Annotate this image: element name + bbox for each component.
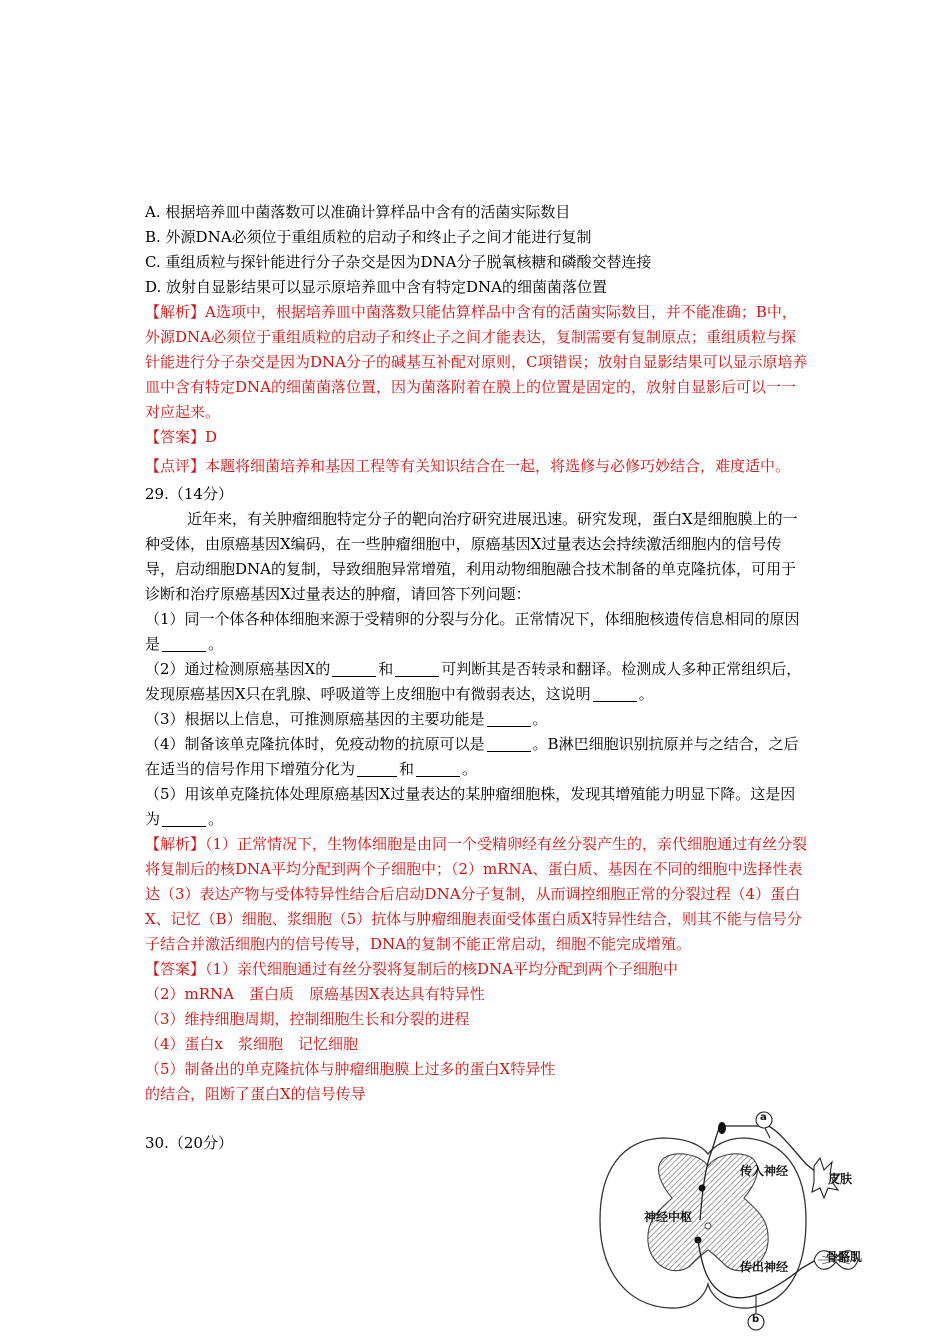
q29-part5: （5）用该单克隆抗体处理原癌基因X过量表达的某肿瘤细胞株，发现其增殖能力明显下降。这是因为 。	[145, 785, 796, 828]
answer-blank[interactable]	[357, 760, 397, 777]
skin-label: 皮肤	[828, 1172, 853, 1186]
q29-answer-4: （4）蛋白x 浆细胞 记忆细胞	[145, 1035, 359, 1053]
muscle-label: 骨骼肌	[826, 1250, 863, 1264]
q28-comment: 【点评】本题将细菌培养和基因工程等有关知识结合在一起，将选修与必修巧妙结合，难度适中。	[145, 457, 791, 475]
q29-answer-2: （2）mRNA 蛋白质 原癌基因X表达具有特异性	[145, 985, 485, 1003]
efferent-nerve-label: 传出神经	[740, 1260, 789, 1274]
reflex-arc-drawing	[592, 1108, 872, 1340]
answer-tag: 【答案】	[145, 960, 206, 978]
q28-option-a: A. 根据培养皿中菌落数可以准确计算样品中含有的活菌实际数目	[145, 203, 571, 221]
answer-blank[interactable]	[162, 635, 206, 652]
q29-part2: （2）通过检测原癌基因X的 和 可判断其是否转录和翻译。检测成人多种正常组织后，发现原癌基因X只在乳腺、呼吸道等上皮细胞中有微弱表达，这说明 。	[145, 660, 802, 703]
answer-blank[interactable]	[487, 710, 531, 727]
q28-option-d: D. 放射自显影结果可以显示原培养皿中含有特定DNA的细菌菌落位置	[145, 278, 608, 296]
answer-blank[interactable]	[416, 760, 460, 777]
q29-part1: （1）同一个体各种体细胞来源于受精卵的分裂与分化。正常情况下，体细胞核遗传信息相同的原因是 。	[145, 610, 800, 653]
q29-part4: （4）制备该单克隆抗体时，免疫动物的抗原可以是 。B淋巴细胞识别抗原并与之结合，之后在适当的信号作用下增殖分化为 和 。	[145, 735, 799, 778]
analysis-tag: 【解析】	[145, 835, 206, 853]
q29-header: 29.（14分）	[145, 485, 233, 503]
q30-header: 30.（20分）	[145, 1134, 233, 1152]
answer-blank[interactable]	[593, 685, 637, 702]
comment-tag: 【点评】	[145, 457, 206, 475]
point-a-label: a	[760, 1112, 767, 1123]
q29-answer-1: 【答案】（1）亲代细胞通过有丝分裂将复制后的核DNA平均分配到两个子细胞中	[145, 960, 679, 978]
answer-tag: 【答案】	[145, 428, 206, 446]
q28-analysis: 【解析】A选项中，根据培养皿中菌落数只能估算样品中含有的活菌实际数目，并不能准确；B中，外源DNA必须位于重组质粒的启动子和终止子之间才能表达，复制需要有复制原点；重组质粒与探针能进行分子杂交是因为DNA分子的碱基互补配对原则，C项错误；放射自显影结果可以显示原培养皿中含有特定DNA的细菌菌落位置，因为菌落附着在膜上的位置是固定的，放射自显影后可以一一对应起来。	[145, 303, 808, 421]
nerve-center-label: 神经中枢	[644, 1210, 693, 1224]
q29-part3: （3）根据以上信息，可推测原癌基因的主要功能是 。	[145, 710, 548, 728]
q29-answer-3: （3）维持细胞周期，控制细胞生长和分裂的进程	[145, 1010, 470, 1028]
q29-analysis: 【解析】（1）正常情况下，生物体细胞是由同一个受精卵经有丝分裂产生的，亲代细胞通过有丝分裂将复制后的核DNA平均分配到两个子细胞中；（2）mRNA、蛋白质、基因在不同的细胞中选择性表达（3）表达产物与受体特异性结合后启动DNA分子复制，从而调控细胞正常的分裂过程（4）蛋白X、记忆（B）细胞、浆细胞（5）抗体与肿瘤细胞表面受体蛋白质X特异性结合，则其不能与信号分子结合并激活细胞内的信号传导，DNA的复制不能正常启动，细胞不能完成增殖。	[145, 835, 808, 953]
answer-blank[interactable]	[395, 660, 439, 677]
q28-option-c: C. 重组质粒与探针能进行分子杂交是因为DNA分子脱氧核糖和磷酸交替连接	[145, 253, 652, 271]
q28-option-b: B. 外源DNA必须位于重组质粒的启动子和终止子之间才能进行复制	[145, 228, 592, 246]
ganglion	[718, 1122, 726, 1134]
document-body	[145, 200, 810, 1156]
point-b-label: b	[752, 1314, 760, 1325]
synapse-dot	[699, 1185, 706, 1192]
answer-blank[interactable]	[332, 660, 376, 677]
q29-intro: 近年来，有关肿瘤细胞特定分子的靶向治疗研究进展迅速。研究发现，蛋白X是细胞膜上的一种受体，由原癌基因X编码，在一些肿瘤细胞中，原癌基因X过量表达会持续激活细胞内的信号传导，启动细胞DNA的复制，导致细胞异常增殖，利用动物细胞融合技术制备的单克隆抗体，可用于诊断和治疗原癌基因X过量表达的肿瘤，请回答下列问题：	[145, 510, 798, 603]
q28-answer: 【答案】D	[145, 428, 218, 446]
analysis-tag: 【解析】	[145, 303, 206, 321]
afferent-nerve-label: 传入神经	[740, 1164, 789, 1178]
reflex-arc-diagram	[592, 1108, 872, 1340]
answer-blank[interactable]	[162, 810, 206, 827]
answer-blank[interactable]	[487, 735, 531, 752]
q29-answer-5: （5）制备出的单克隆抗体与肿瘤细胞膜上过多的蛋白X特异性的结合，阻断了蛋白X的信号传导	[145, 1060, 556, 1103]
